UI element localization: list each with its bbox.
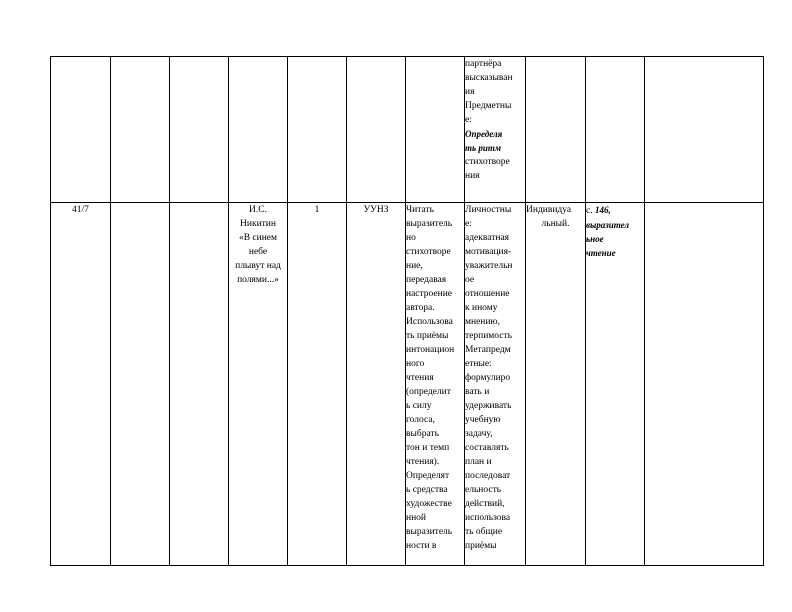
text-line: И.С. [249, 205, 267, 215]
table-cell [645, 203, 764, 566]
table-cell [111, 57, 170, 203]
text-line: ь силу [406, 401, 432, 411]
text-line: выразитель [406, 219, 453, 229]
text-line: ности в [406, 541, 437, 551]
text-line: выразитель [406, 527, 453, 537]
text-line: ть ритм [465, 143, 502, 153]
hours-cell [288, 203, 347, 566]
activity-form-cell [526, 203, 586, 566]
text-line: интонацион [406, 345, 455, 355]
text-line: формулиро [465, 373, 511, 383]
topic-cell [229, 203, 288, 566]
text-line: выразител [586, 220, 630, 230]
text-line: использова [465, 513, 511, 523]
text-line: Никитин [240, 219, 276, 229]
text-line: ть общие [465, 527, 503, 537]
lesson-number-cell [51, 203, 111, 566]
text-line: отношение [465, 289, 510, 299]
text-line: выбрать [406, 429, 439, 439]
text-line: ь средства [406, 485, 448, 495]
text-line: тон и темп [406, 443, 450, 453]
text-line: (определит [406, 387, 451, 397]
text-line: Личностны [465, 205, 512, 215]
text-line: е: [465, 219, 472, 229]
text-line: етные: [465, 359, 492, 369]
text-line: ельность [465, 485, 502, 495]
text-line: плывут над [235, 261, 281, 271]
text-line: настроение [406, 289, 453, 299]
table-cell [170, 57, 229, 203]
results-cell [465, 203, 526, 566]
table-cell [586, 57, 645, 203]
text-line: учебную [465, 415, 501, 425]
table-row [51, 203, 764, 566]
lesson-number: 41/7 [72, 205, 89, 215]
text-line: чтение [586, 248, 616, 258]
text-line: ние, [406, 261, 423, 271]
homework-cell [586, 203, 645, 566]
text-line: чтения [406, 373, 434, 383]
text-line: Читать [406, 205, 434, 215]
table-cell [347, 57, 406, 203]
homework-page: 146, [594, 205, 611, 215]
text-line: ного [406, 359, 425, 369]
text-line: адекватная [465, 233, 510, 243]
text-line: Предметны [465, 101, 512, 111]
text-line: льный. [541, 219, 570, 229]
lesson-type-cell [347, 203, 406, 566]
text-line: ния [465, 171, 480, 181]
text-line: «В синем [238, 233, 278, 243]
table-cell [406, 57, 465, 203]
text-line: план и [465, 457, 492, 467]
text-line: приёмы [465, 541, 497, 551]
text-line: высказыван [465, 73, 513, 83]
text-line: е: [465, 115, 472, 125]
text-line: мотивация- [465, 247, 512, 257]
text-line: Использова [406, 317, 453, 327]
text-line: стихотворе [406, 247, 451, 257]
text-line: ия [465, 87, 475, 97]
text-line: к иному [465, 303, 498, 313]
text-line: составлять [465, 443, 509, 453]
text-line: действий, [465, 499, 505, 509]
table-cell [645, 57, 764, 203]
text-line: стихотворе [465, 157, 510, 167]
table-cell [111, 203, 170, 566]
lesson-plan-table [50, 56, 764, 566]
text-line: голоса, [406, 415, 435, 425]
text-line: Метапредм [465, 345, 511, 355]
text-line: терпимость [465, 331, 512, 341]
text-line: полями...» [237, 275, 279, 285]
table-row [51, 57, 764, 203]
table-cell [288, 57, 347, 203]
text-line: ое [465, 275, 475, 285]
text-line: небе [248, 247, 268, 257]
table-cell [51, 57, 111, 203]
text-line: удерживать [465, 401, 512, 411]
table-cell [526, 57, 586, 203]
text-line: нной [406, 513, 427, 523]
text-line: Индивидуа [526, 205, 572, 215]
text-line: чтения). [406, 457, 440, 467]
text-line: Определя [465, 129, 503, 139]
text-line: мнению, [465, 317, 500, 327]
text-line: ть приёмы [406, 331, 449, 341]
text-line: передавая [406, 275, 447, 285]
text-line: художестве [406, 499, 452, 509]
table-cell [170, 203, 229, 566]
table-cell [229, 57, 288, 203]
text-line: вать и [465, 387, 490, 397]
text-line: Определят [406, 471, 450, 481]
text-line: уважительн [465, 261, 513, 271]
text-line: но [406, 233, 416, 243]
text-line: последоват [465, 471, 511, 481]
text-line: задачу, [465, 429, 493, 439]
text-line: автора. [406, 303, 435, 313]
text-line: ьное [586, 234, 604, 244]
hours-value: 1 [314, 205, 320, 215]
text-line: партнёра [465, 59, 502, 69]
content-cell [406, 203, 465, 566]
homework-prefix: с. [586, 206, 595, 216]
lesson-type: УУНЗ [363, 205, 389, 215]
results-cell-continued [465, 57, 526, 203]
